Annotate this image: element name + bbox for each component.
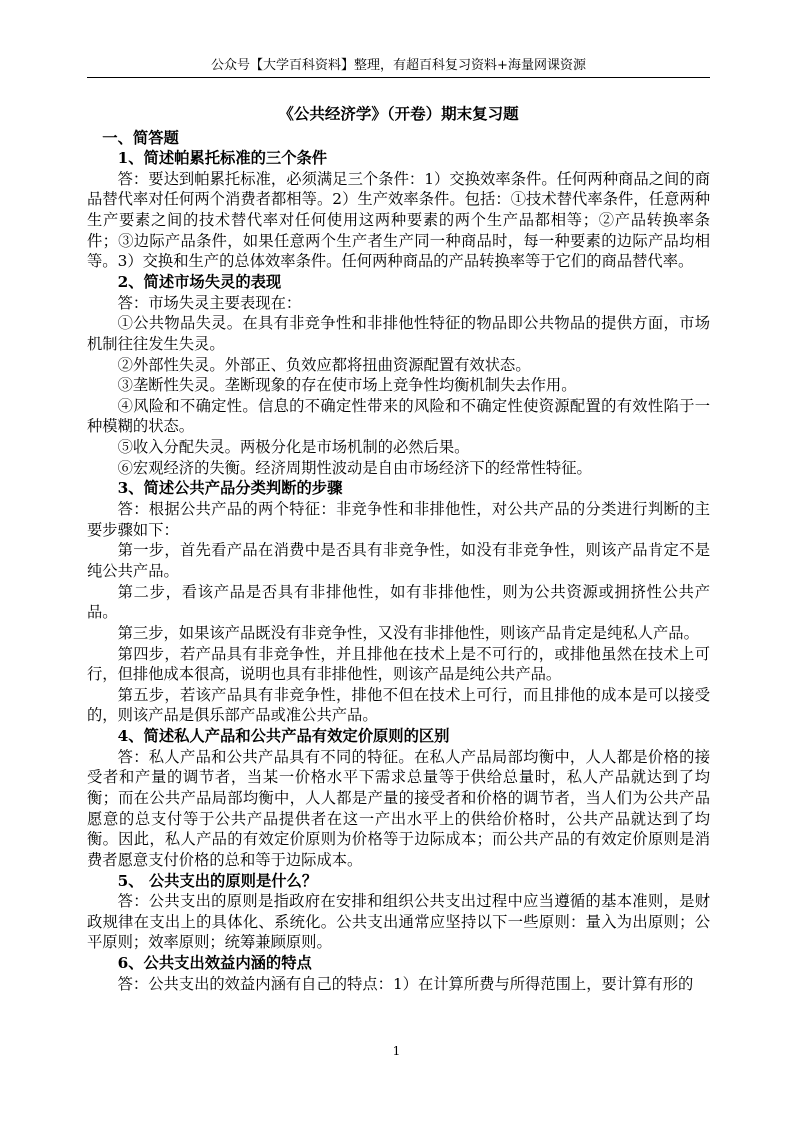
answer-paragraph: ②外部性失灵。外部正、负效应都将扭曲资源配置有效状态。 (117, 355, 531, 374)
answer-paragraph: 答：私人产品和公共产品具有不同的特征。在私人产品局部均衡中，人人都是价格的接受者和产量的调节者，当某一价格水平下需求总量等于供给总量时，私人产品就达到了均衡；而在公共产品局部均衡中，人人都是产量的接受者和价格的调节者，当人们为公共产品愿意的总支付等于公共产品提供者在这一产出水平上的供给价格时，公共产品就达到了均衡。因此，私人产品的有效定价原则为价格等于边际成本；而公共产品的有效定价原则是消费者愿意支付价格的总和等于边际成本。 (87, 747, 710, 869)
answer-paragraph: ①公共物品失灵。在具有非竞争性和非排他性特征的物品即公共物品的提供方面，市场机制往往发生失灵。 (87, 314, 710, 353)
question-heading: 5、 公共支出的原则是什么？ (117, 871, 318, 890)
answer-paragraph: 答：根据公共产品的两个特征：非竞争性和非排他性，对公共产品的分类进行判断的主要步骤如下： (87, 500, 710, 539)
answer-paragraph: 第一步，首先看产品在消费中是否具有非竞争性，如没有非竞争性，则该产品肯定不是纯公共产品。 (87, 541, 710, 580)
answer-paragraph: ⑥宏观经济的失衡。经济周期性波动是自由市场经济下的经常性特征。 (117, 458, 592, 477)
question-heading: 1、简述帕累托标准的三个条件 (117, 149, 328, 168)
answer-paragraph: ⑤收入分配失灵。两极分化是市场机制的必然后果。 (117, 438, 470, 457)
answer-paragraph: 第四步，若产品具有非竞争性，并且排他在技术上是不可行的，或排他虽然在技术上可行，但排他成本很高，说明也具有非排他性，则该产品是纯公共产品。 (87, 644, 710, 684)
document-title: 《公共经济学》（开卷）期末复习题 (278, 104, 519, 123)
answer-paragraph: 答：要达到帕累托标准，必须满足三个条件：1）交换效率条件。任何两种商品之间的商品替代率对任何两个消费者都相等。2）生产效率条件。包括：①技术替代率条件，任意两种生产要素之间的技术替代率对任何使用这两种要素的两个生产品都相等；②产品转换率条件；③边际产品条件，如果任意两个生产者生产同一种商品时，每一种要素的边际产品均相等。3）交换和生产的总体效率条件。任何两种商品的产品转换率等于它们的商品替代率。 (87, 169, 710, 271)
answer-paragraph: 第三步，如果该产品既没有非竞争性，又没有非排他性，则该产品肯定是纯私人产品。 (117, 623, 699, 642)
question-heading: 2、简述市场失灵的表现 (117, 272, 282, 291)
document-body (87, 103, 710, 994)
question-heading: 4、简述私人产品和公共产品有效定价原则的区别 (117, 727, 450, 746)
answer-paragraph: 第五步，若该产品具有非竞争性，排他不但在技术上可行，而且排他的成本是可以接受的，则该产品是俱乐部产品或准公共产品。 (87, 685, 710, 725)
question-list (87, 148, 710, 994)
header-rule (87, 77, 710, 78)
answer-paragraph: 第二步，看该产品是否具有非排他性，如有非排他性，则为公共资源或拥挤性公共产品。 (87, 582, 710, 622)
answer-paragraph: ④风险和不确定性。信息的不确定性带来的风险和不确定性使资源配置的有效性陷于一种模糊的状态。 (87, 396, 710, 436)
question-heading: 6、公共支出效益内涵的特点 (117, 954, 312, 973)
answer-paragraph: 答：市场失灵主要表现在： (117, 293, 302, 312)
answer-paragraph: 答：公共支出的原则是指政府在安排和组织公共支出过程中应当遵循的基本准则，是财政规律在支出上的具体化、系统化。公共支出通常应坚持以下一些原则：量入为出原则；公平原则；效率原则；统筹兼顾原则。 (87, 892, 710, 952)
answer-paragraph: ③垄断性失灵。垄断现象的存在使市场上竞争性均衡机制失去作用。 (117, 376, 577, 395)
answer-paragraph: 答：公共支出的效益内涵有自己的特点：1）在计算所费与所得范围上，要计算有形的 (117, 974, 694, 993)
question-heading: 3、简述公共产品分类判断的步骤 (117, 479, 343, 498)
page-header: 公众号【大学百科资料】整理，有超百科复习资料+海量网课资源 (211, 58, 586, 73)
section-heading: 一、简答题 (102, 128, 179, 147)
page-number: 1 (392, 1044, 401, 1058)
